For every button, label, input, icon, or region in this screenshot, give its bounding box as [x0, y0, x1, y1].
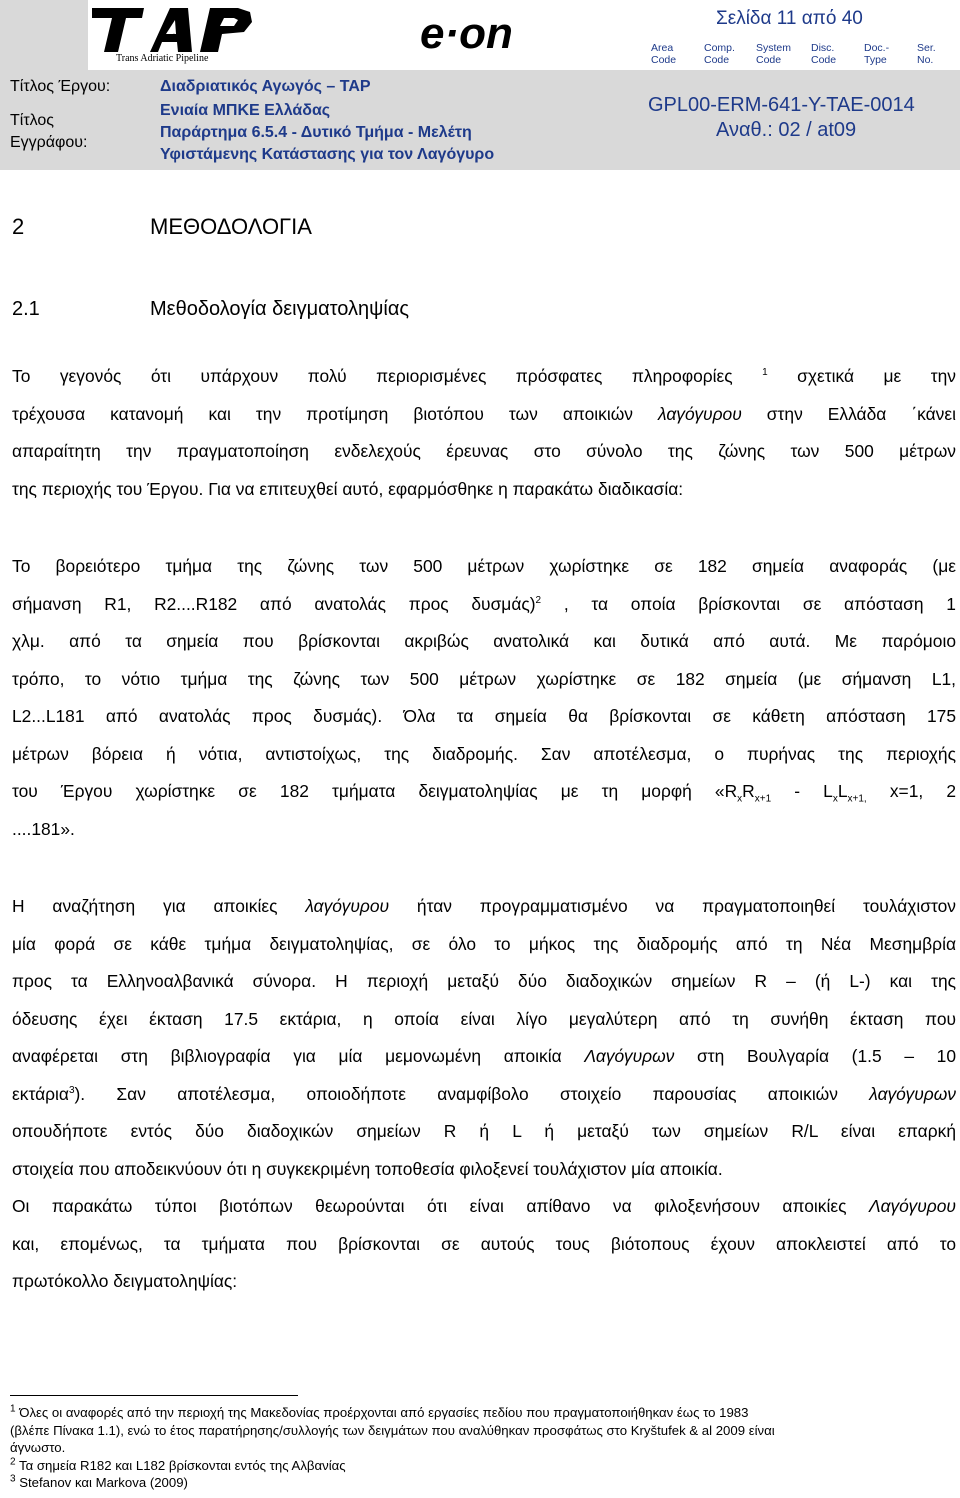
code-disc: Disc. Code	[811, 42, 837, 66]
code-doc-type: Doc.- Type	[864, 42, 890, 66]
tap-logo-subtitle: Trans Adriatic Pipeline	[116, 53, 209, 64]
paragraph-1: Το γεγονός ότι υπάρχουν πολύ περιορισμένες πρόσφατες πληροφορίες $^1$ σχετικά με την τρέχουσα κατανομή και την προτίμηση βιοτόπου των αποικιών λαγόγυρου στην Ελλάδα ΄κάνει απαραίτητη την πραγματοποίηση ενδελεχούς έρευνας στο σύνολο της ζώνης των 500 μέτρων της περιοχής του Έργου. Για να επιτευχθεί αυτό, εφαρμόσθηκε η παρακάτω διαδικασία:	[12, 366, 956, 499]
section-heading	[12, 214, 312, 240]
footnote-1-line-1: $^1$ Όλες οι αναφορές από την περιοχή της Μακεδονίας προέρχονται από εργασίες πεδίου που πραγματοποιήθηκαν έως το 1983	[10, 1403, 749, 1420]
code-system: System Code	[756, 42, 792, 66]
subsection-heading	[12, 298, 409, 321]
code-ser-no: Ser. No.	[917, 42, 936, 66]
doc-title-line-1: Ενιαία ΜΠΚΕ Ελλάδας	[160, 102, 331, 119]
doc-title-line-3: Υφιστάμενης Κατάστασης για τον Λαγόγυρο	[160, 146, 495, 163]
subsection-number: 2.1	[12, 298, 40, 320]
eon-logo	[418, 12, 538, 56]
project-title-label: Τίτλος Έργου:	[10, 78, 111, 95]
section-number: 2	[12, 214, 25, 239]
footnotes	[10, 1404, 950, 1492]
tap-logo	[92, 4, 254, 52]
footnote-2: $^2$ Τα σημεία R182 και L182 βρίσκονται εντός της Αλβανίας	[10, 1456, 346, 1473]
code-comp: Comp. Code	[704, 42, 735, 66]
page-number: Σελίδα 11 από 40	[716, 8, 863, 29]
footnote-rule	[10, 1395, 298, 1396]
document-number: GPL00-ERM-641-Y-TAE-0014	[648, 94, 915, 116]
subsection-title: Μεθοδολογία δειγματοληψίας	[150, 298, 410, 320]
footnote-1-line-2: (βλέπε Πίνακα 1.1), ενώ το έτος παρατήρησης/συλλογής των δειγμάτων που αναλύθηκαν προσφάτως στο Kryštufek & al 2009 είναι	[10, 1422, 775, 1438]
document-header	[0, 0, 960, 170]
code-area: Area Code	[651, 42, 677, 66]
svg-text:TAP: TAP	[173, 34, 175, 35]
revision: Αναθ.: 02 / at09	[716, 119, 857, 141]
svg-text:e·on: e·on	[420, 12, 513, 56]
header-gray-block	[0, 0, 88, 70]
paragraph-2: Το βορειότερο τμήμα της ζώνης των 500 μέτρων χωρίστηκε σε 182 σημεία αναφοράς (με σήμανση R1, R2....R182 από ανατολάς προς δυσμάς)$^2$ , τα οποία βρίσκονται σε απόσταση 1 χλμ. από τα σημεία που βρίσκονται ακριβώς ανατολικά και δυτικά από αυτά. Με παρόμοιο τρόπο, το νότιο τμήμα της ζώνης των 500 μέτρων χωρίστηκε σε 182 σημεία (με σήμανση L1, L2...L181 από ανατολάς προς δυσμάς). Όλα τα σημεία θα βρίσκονται σε κάθετη απόσταση 175 μέτρων βόρεια ή νότια, αντιστοίχως, της διαδρομής. Σαν αποτέλεσμα, ο πυρήνας της περιοχής του Έργου χωρίστηκε σε 182 τμήματα δειγματοληψίας με τη μορφή «$R_xR_{x+1} - L_xL_{x+1,}$ x=1, 2 ....181».	[12, 556, 956, 839]
footnote-3: $^3$ Stefanov και Markova (2009)	[10, 1473, 188, 1490]
doc-title-line-2: Παράρτημα 6.5.4 - Δυτικό Τμήμα - Μελέτη	[160, 124, 472, 141]
doc-title-label-2: Εγγράφου:	[10, 134, 88, 151]
doc-title-label-1: Τίτλος	[10, 112, 55, 129]
section-title: ΜΕΘΟΔΟΛΟΓΙΑ	[150, 214, 312, 239]
footnote-1-line-3: άγνωστο.	[10, 1440, 66, 1455]
paragraph-3: Η αναζήτηση για αποικίες λαγόγυρου ήταν προγραμματισμένο να πραγματοποιηθεί τουλάχιστον μία φορά σε κάθε τμήμα δειγματοληψίας, σε όλο το μήκος της διαδρομής από τη Νέα Μεσημβρία προς τα Ελληνοαλβανικά σύνορα. Η περιοχή μεταξύ δύο διαδοχικών σημείων R – (ή L-) και της όδευσης έχει έκταση 17.5 εκτάρια, η οποία είναι λίγο μεγαλύτερη από τη συνήθη έκταση που αναφέρεται στη βιβλιογραφία για μία μεμονωμένη αποικία Λαγόγυρων στη Βουλγαρία (1.5 – 10 εκτάρια$^3$). Σαν αποτέλεσμα, οποιοδήποτε αναμφίβολο στοιχείο παρουσίας αποικιών λαγόγυρων οπουδήποτε εντός δύο διαδοχικών σημείων R ή L ή μεταξύ των σημείων R/L είναι επαρκή στοιχεία που αποδεικνύουν ότι η συγκεκριμένη τοποθεσία φιλοξενεί τουλάχιστον μία αποικία. Οι παρακάτω τύποι βιοτόπων θεωρούνται ότι είναι απίθανο να φιλοξενήσουν αποικίες Λαγόγυρου και, επομένως, τα τμήματα που βρίσκονται σε αυτούς τους βιότοπους έχουν αποκλειστεί από το πρωτόκολλο δειγματοληψίας:	[12, 896, 957, 1291]
project-title: Διαδριατικός Αγωγός – TAP	[160, 78, 371, 95]
